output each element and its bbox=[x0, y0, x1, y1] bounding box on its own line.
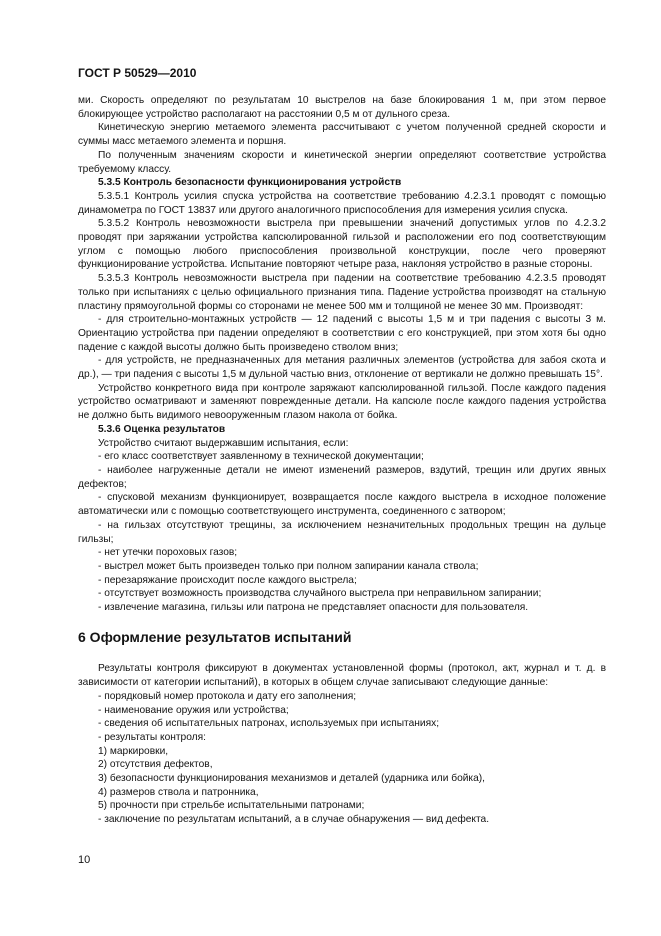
list-item: 5) прочности при стрельбе испытательными патронами; bbox=[98, 800, 365, 812]
list-item: - его класс соответствует заявленному в технической документации; bbox=[98, 451, 424, 463]
section-heading-5-3-6: 5.3.6 Оценка результатов bbox=[98, 423, 226, 435]
list-item: - для устройств, не предназначенных для метания различных элементов (устройства для забоя скота и др.), — три падения с высоты 1,5 м дульной частью вниз, отклонение от вертикали не должно превышать 15°. bbox=[78, 355, 606, 381]
paragraph: По полученным значениям скорости и кинетической энергии определяют соответствие устройства требуемому классу. bbox=[78, 149, 606, 175]
list-item: 3) безопасности функционирования механизмов и деталей (ударника или бойка), bbox=[98, 773, 485, 785]
list-item: - для строительно-монтажных устройств — 12 падений с высоты 1,5 м и три падения с высоты 3 м. Ориентацию устройства при падении определяют в соответствии с его конструкцией, при этом хотя бы одно падение с каждой высоты должно быть произведено стволом вниз; bbox=[78, 314, 606, 353]
list-item: - извлечение магазина, гильзы или патрона не представляет опасности для пользователя. bbox=[98, 602, 529, 614]
paragraph: Устройство конкретного вида при контроле заряжают капсюлированной гильзой. После каждого падения устройство осматривают и заменяют поврежденные детали. На капсюле после каждого падения устройства не должно быть видимого невооруженным глазом накола от бойка. bbox=[78, 382, 606, 422]
list-item: - нет утечки пороховых газов; bbox=[98, 547, 238, 559]
paragraph: 5.3.5.3 Контроль невозможности выстрела при падении на соответствие требованию 4.2.3.5 проводят только при испытаниях с целью официального признания типа. Падение устройства производят на стальную пластину прямоугольной формы со сторонами не менее 500 мм и толщиной не менее 30 мм. Производят: bbox=[78, 273, 606, 312]
list-item: 2) отсутствия дефектов, bbox=[98, 759, 213, 771]
list-item: - наименование оружия или устройства; bbox=[98, 704, 289, 716]
list-item: - сведения об испытательных патронах, используемых при испытаниях; bbox=[98, 718, 440, 730]
list-item: - наиболее нагруженные детали не имеют изменений размеров, вздутий, трещин или других явных дефектов; bbox=[78, 464, 606, 490]
list-item: - перезаряжание происходит после каждого выстрела; bbox=[98, 574, 357, 586]
paragraph: Результаты контроля фиксируют в документах установленной формы (протокол, акт, журнал и т. д. в зависимости от категории испытаний), в которых в общем случае записывают следующие данные: bbox=[78, 663, 606, 689]
document-body bbox=[78, 94, 606, 827]
section-heading-6: 6 Оформление результатов испытаний bbox=[78, 628, 352, 645]
paragraph: 5.3.5.1 Контроль усилия спуска устройства на соответствие требованию 4.2.3.1 проводят с помощью динамометра по ГОСТ 13837 или другого аналогичного приспособления для измерения усилия спуска. bbox=[78, 190, 606, 216]
list-item: - результаты контроля: bbox=[98, 731, 206, 743]
paragraph: ми. Скорость определяют по результатам 10 выстрелов на базе блокирования 1 м, при этом первое блокирующее устройство располагают на расстоянии 0,5 м от дульного среза. bbox=[78, 95, 606, 120]
list-item: - порядковый номер протокола и дату его заполнения; bbox=[98, 690, 357, 702]
list-item: - отсутствует возможность производства случайного выстрела при неправильном запирании; bbox=[98, 588, 542, 600]
paragraph: Устройство считают выдержавшим испытания, если: bbox=[98, 437, 349, 449]
section-heading-5-3-5: 5.3.5 Контроль безопасности функционирования устройств bbox=[98, 177, 402, 189]
list-item: - на гильзах отсутствуют трещины, за исключением незначительных продольных трещин на дульце гильзы; bbox=[78, 519, 606, 545]
list-item: - заключение по результатам испытаний, а в случае обнаружения — вид дефекта. bbox=[98, 814, 490, 826]
document-header: ГОСТ Р 50529—2010 bbox=[78, 66, 197, 80]
paragraph: 5.3.5.2 Контроль невозможности выстрела при превышении значений допустимых углов по 4.2.3.2 проводят при заряжании устройства капсюлированной гильзой и расположении его под соответствующим углом с помощью любого приспособления произвольной конструкции, после чего проверяют функционирование устройства. Испытание повторяют четыре раза, наклоняя устройство в разные стороны. bbox=[78, 218, 606, 271]
list-item: - спусковой механизм функционирует, возвращается после каждого выстрела в исходное положение автоматически или с помощью соответствующего инструмента, соединенного с затвором; bbox=[78, 492, 606, 518]
paragraph: Кинетическую энергию метаемого элемента рассчитывают с учетом полученной средней скорости и суммы масс метаемого элемента и поршня. bbox=[78, 122, 606, 148]
list-item: - выстрел может быть произведен только при полном запирании канала ствола; bbox=[98, 560, 479, 572]
list-item: 4) размеров ствола и патронника, bbox=[98, 786, 259, 798]
list-item: 1) маркировки, bbox=[98, 745, 169, 757]
page-number: 10 bbox=[78, 854, 91, 866]
